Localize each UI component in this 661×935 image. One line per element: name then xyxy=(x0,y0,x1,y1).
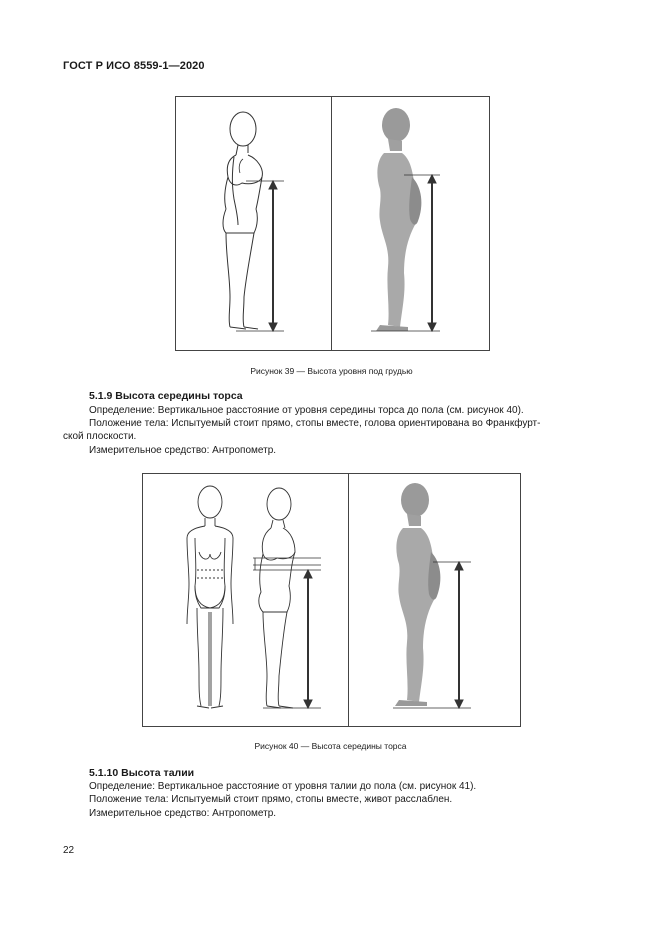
figure-40-caption: Рисунок 40 — Высота середины торса xyxy=(254,741,407,751)
definition-text: Определение: Вертикальное расстояние от уровня середины торса до пола (см. рисунок 40). xyxy=(89,405,524,416)
section-title: 5.1.9 Высота середины торса xyxy=(89,390,243,402)
front-view-figure-icon xyxy=(187,486,233,708)
figure-39 xyxy=(175,96,490,351)
scan-body-icon xyxy=(395,483,440,706)
position-text: Положение тела: Испытуемый стоит прямо, стопы вместе, живот расслаблен. xyxy=(89,794,453,805)
line-drawing-figure-icon xyxy=(223,112,262,329)
side-view-figure-icon xyxy=(259,488,295,708)
instrument-text: Измерительное средство: Антропометр. xyxy=(89,808,277,819)
document-header: ГОСТ Р ИСО 8559-1—2020 xyxy=(63,60,205,72)
figure-39-caption: Рисунок 39 — Высота уровня под грудью xyxy=(250,366,413,376)
definition-text: Определение: Вертикальное расстояние от уровня талии до пола (см. рисунок 41). xyxy=(89,781,477,792)
position-text-cont: ской плоскости. xyxy=(63,431,137,442)
section-title: 5.1.10 Высота талии xyxy=(89,767,195,779)
measure-arrow-icon xyxy=(253,558,321,708)
scan-body-icon xyxy=(376,108,421,331)
figure-40 xyxy=(142,473,521,727)
position-text: Положение тела: Испытуемый стоит прямо, стопы вместе, голова ориентирована во Франкфурт- xyxy=(89,418,541,429)
instrument-text: Измерительное средство: Антропометр. xyxy=(89,445,277,456)
page-number: 22 xyxy=(63,845,75,856)
